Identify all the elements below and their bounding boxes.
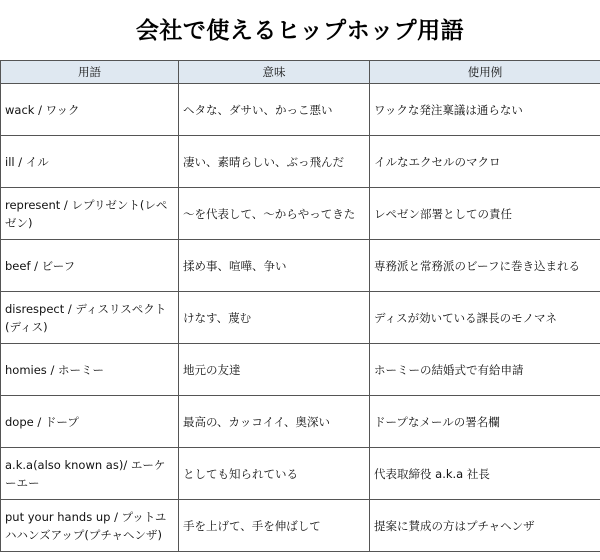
meaning-cell: 揉め事、喧嘩、争い [179,240,370,292]
term-cell: a.k.a(also known as)/ エーケーエー [1,448,179,500]
table-row [1,344,600,396]
meaning-cell: 凄い、素晴らしい、ぶっ飛んだ [179,136,370,188]
table-row [1,500,600,552]
table-body [1,84,600,552]
page-title: 会社で使えるヒップホップ用語 [135,18,465,44]
meaning-cell: 地元の友達 [179,344,370,396]
term-cell: ill / イル [1,136,179,188]
term-cell: disrespect / ディスリスペクト(ディス) [1,292,179,344]
term-cell: put your hands up / プットユハハンズアップ(プチャヘンザ) [1,500,179,552]
table-row [1,136,600,188]
meaning-cell: としても知られている [179,448,370,500]
column-header-term: 用語 [1,61,179,84]
table-row [1,240,600,292]
glossary-table [0,60,600,552]
term-cell: homies / ホーミー [1,344,179,396]
example-cell: レペゼン部署としての責任 [370,188,600,240]
table-row [1,396,600,448]
term-cell: dope / ドープ [1,396,179,448]
example-cell: ディスが効いている課長のモノマネ [370,292,600,344]
meaning-cell: けなす、蔑む [179,292,370,344]
meaning-cell: 手を上げて、手を伸ばして [179,500,370,552]
term-cell: wack / ワック [1,84,179,136]
meaning-cell: 最高の、カッコイイ、奥深い [179,396,370,448]
example-cell: 専務派と常務派のビーフに巻き込まれる [370,240,600,292]
column-header-meaning: 意味 [179,61,370,84]
meaning-cell: 〜を代表して、〜からやってきた [179,188,370,240]
example-cell: イルなエクセルのマクロ [370,136,600,188]
table-header [1,61,600,84]
example-cell: ホーミーの結婚式で有給申請 [370,344,600,396]
column-header-example: 使用例 [370,61,600,84]
term-cell: represent / レプリゼント(レペゼン) [1,188,179,240]
table-row [1,188,600,240]
table-row [1,84,600,136]
meaning-cell: ヘタな、ダサい、かっこ悪い [179,84,370,136]
table-row [1,448,600,500]
table-row [1,292,600,344]
example-cell: 代表取締役 a.k.a 社長 [370,448,600,500]
example-cell: ワックな発注稟議は通らない [370,84,600,136]
term-cell: beef / ビーフ [1,240,179,292]
example-cell: 提案に賛成の方はプチャヘンザ [370,500,600,552]
header-row [1,61,600,84]
example-cell: ドープなメールの署名欄 [370,396,600,448]
